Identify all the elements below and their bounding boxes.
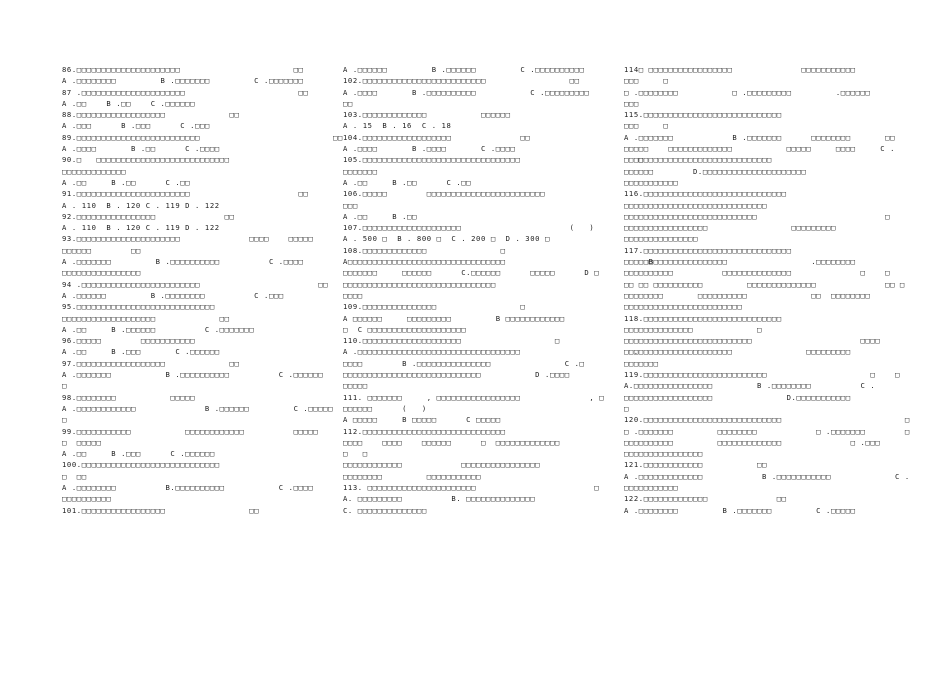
text-line: □□□□□□ □□ <box>62 245 141 255</box>
text-line: □□□□□□□□□□□□□□□ <box>624 234 698 244</box>
text-line: 118.□□□□□□□□□□□□□□□□□□□□□□□□□□□□ <box>624 313 782 323</box>
text-line: □□□□□□□ <box>624 358 659 368</box>
text-line: □□□□□□□□□□□□□□□□□□□□□□□□ <box>624 302 743 312</box>
text-line: □□□□ B .□□□□□□□□□□□□□□□ C .□ <box>343 358 585 368</box>
text-line: □□□□□□□□□□□□□□□□□□□□□ .□□□□□□□□ <box>624 257 856 267</box>
text-line: □□□□□□ D.□□□□□□□□□□□□□□□□□□□□□ <box>624 166 807 176</box>
text-line: □ <box>62 381 67 391</box>
text-line: A.□□□□□□□□□□□□□□□□ B .□□□□□□□□ C . <box>624 381 876 391</box>
text-line: □□□□□□□□□□□ <box>624 482 679 492</box>
text-line: A . 15 B . 16 C . 18 <box>343 121 452 131</box>
text-line: □□□□□ □□□□□□□□□□□□□ □□□□□ □□□□ C . <box>624 144 895 154</box>
text-line: □□□□□□□ □□□□□□ C.□□□□□□ □□□□□ D □ <box>343 268 600 278</box>
text-line: A .□□ B .□□ C .□□ <box>62 177 191 187</box>
text-line: □□□□□□□□□□□ <box>624 177 679 187</box>
text-line: □□□□□□□□□□□□□□□□□□□□□□□□□□□□□□□ <box>343 279 496 289</box>
text-line: 92.□□□□□□□□□□□□□□□□ □□ <box>62 211 235 221</box>
text-line: A .□□ B .□□□ C .□□□□□□ <box>62 347 220 357</box>
text-line: A . 110 B . 120 C . 119 D . 122 <box>62 223 220 233</box>
text-line: □ □□□□□ <box>62 437 102 447</box>
text-line: □□ □□ □□□□□□□□□□ □□□□□□□□□□□□□□ □□ □ <box>624 279 905 289</box>
text-line: 106.□□□□□ □□□□□□□□□□□□□□□□□□□□□□□□ <box>343 189 546 199</box>
text-line: 105.□□□□□□□□□□□□□□□□□□□□□□□□□□□□□□□□ □ <box>343 155 644 165</box>
text-line: □□□□ <box>343 290 363 300</box>
text-line: 102.□□□□□□□□□□□□□□□□□□□□□□□□□ □□ <box>343 76 580 86</box>
text-line: □□□□□□□□□□□□□□□□□□ D.□□□□□□□□□□□ <box>624 392 851 402</box>
text-line: A .□□ B .□□ C .□□ <box>343 177 472 187</box>
text-line: 117.□□□□□□□□□□□□□□□□□□□□□□□□□□□□□□ <box>624 245 792 255</box>
text-line: □ <box>624 403 629 413</box>
text-line: □□□□□□□□□□□□□□□□□□□□□□□□□□□□ D .□□□□ <box>343 370 570 380</box>
text-line: □ C □□□□□□□□□□□□□□□□□□□□ <box>343 324 467 334</box>
text-line: □□□□□□□□□□□□□□□□□□□□□□□□□□ □□□□ <box>624 336 881 346</box>
text-line: 107.□□□□□□□□□□□□□□□□□□□□ ( ) <box>343 223 595 233</box>
text-line: A .□□□□ B .□□ C .□□□□ <box>62 144 220 154</box>
text-line: A□□□□□□□□□□□□□□□□□□□□□□□□□□□□□□□□ B <box>343 257 654 267</box>
text-line: □□□□□□□□□□ □□□□□□□□□□□□□ □ .□□□ <box>624 437 881 447</box>
text-line: 95.□□□□□□□□□□□□□□□□□□□□□□□□□□□□ <box>62 302 215 312</box>
text-line: 100.□□□□□□□□□□□□□□□□□□□□□□□□□□□□ <box>62 460 220 470</box>
text-line: 111. □□□□□□□ , □□□□□□□□□□□□□□□□□ , □ <box>343 392 605 402</box>
text-line: A .□□ B .□□ <box>343 211 417 221</box>
text-line: □□□□□□□□□□ <box>62 494 112 504</box>
text-line: 99.□□□□□□□□□□□ □□□□□□□□□□□□ □□□□□ <box>62 426 319 436</box>
text-line: 114□ □□□□□□□□□□□□□□□□□ □□□□□□□□□□□ <box>624 65 856 74</box>
text-line: □□□□□□□□□□□□□□□□□□□□□□ □□□□□□□□□ <box>624 347 851 357</box>
text-line: 116.□□□□□□□□□□□□□□□□□□□□□□□□□□□□□ <box>624 189 787 199</box>
text-line: A. □□□□□□□□□ B. □□□□□□□□□□□□□□ <box>343 494 536 504</box>
text-line: □□□□□ <box>343 381 368 391</box>
text-line: 101.□□□□□□□□□□□□□□□□□ □□ <box>62 505 260 515</box>
text-line: □□ <box>343 98 353 108</box>
text-line: 87 .□□□□□□□□□□□□□□□□□□□□□ □□ <box>62 87 309 97</box>
text-line: A .□□□□□□□□ B .□□□□□□□ C .□□□□□□□ <box>62 76 304 86</box>
text-line: □□□□□□□□□□ □□□□□□□□□□□□□□ □ □ <box>624 268 891 278</box>
text-line: 122.□□□□□□□□□□□□□ □□ <box>624 494 787 504</box>
text-line: □□□□□□□ <box>343 166 378 176</box>
text-line: 86.□□□□□□□□□□□□□□□□□□□□□ □□ <box>62 65 304 74</box>
text-line: □□□ □ <box>624 121 669 131</box>
text-line: 120.□□□□□□□□□□□□□□□□□□□□□□□□□□□□ □ <box>624 415 910 425</box>
text-line: 110.□□□□□□□□□□□□□□□□□□□□ □ <box>343 336 560 346</box>
text-line: 90.□ □□□□□□□□□□□□□□□□□□□□□□□□□□□ <box>62 155 230 165</box>
text-line: 89.□□□□□□□□□□□□□□□□□□□□□□□□□ □□ <box>62 132 343 142</box>
text-line: 91.□□□□□□□□□□□□□□□□□□□□□□□ □□ <box>62 189 309 199</box>
text-line: A .□□□□□□□ B .□□□□□□□ □□□□□□□□ □□ <box>624 132 895 142</box>
text-line: □□□□□□□□□□□□ □□□□□□□□□□□□□□□□ <box>343 460 541 470</box>
text-line: A .□□□□□□ B .□□□□□□□□ C .□□□ <box>62 290 284 300</box>
text-line: C. □□□□□□□□□□□□□□ <box>343 505 427 515</box>
text-line: 94 .□□□□□□□□□□□□□□□□□□□□□□□□ □□ <box>62 279 329 289</box>
text-line: □□□□□□□□□□□□□□□□□□□□□□□□□□□□□ <box>624 200 767 210</box>
text-line: A .□□ B .□□□ C .□□□□□□ <box>62 449 215 459</box>
text-line: 108.□□□□□□□□□□□□□ □ <box>343 245 506 255</box>
text-line: □ □ <box>343 449 368 459</box>
text-line: A .□□□□□□□ B .□□□□□□□□□□ C .□□□□ <box>62 257 304 267</box>
text-line: 104.□□□□□□□□□□□□□□□□□□ □□ <box>343 132 531 142</box>
text-line: □□□ □ <box>624 76 669 86</box>
text-line: A .□□□□□□ B .□□□□□□ C .□□□□□□□□□□ <box>343 65 585 74</box>
text-line: A .□□□□□□□□□□□□□□□□□□□□□□□□□□□□□□□□□ . <box>343 347 639 357</box>
text-line: A . 110 B . 120 C . 119 D . 122 <box>62 200 220 210</box>
text-line: 115.□□□□□□□□□□□□□□□□□□□□□□□□□□□□ <box>624 110 782 120</box>
text-line: □□□□□□□□□□□□□□ □ <box>624 324 762 334</box>
text-line: □ .□□□□□□□□ □ .□□□□□□□□□ .□□□□□□ <box>624 87 871 97</box>
text-line: □ .□□□□□□□ □□□□□□□□ □ .□□□□□□□ □ <box>624 426 910 436</box>
text-line: 119.□□□□□□□□□□□□□□□□□□□□□□□□□ □ □ <box>624 370 900 380</box>
text-line: 98.□□□□□□□□ □□□□□ <box>62 392 196 402</box>
text-line: 96.□□□□□ □□□□□□□□□□□ <box>62 336 196 346</box>
text-line: A .□□□□□□□□□□□□□ B .□□□□□□□□□□□ C . <box>624 471 910 481</box>
text-line: □ □□ <box>62 471 87 481</box>
text-line: A . 500 □ B . 800 □ C . 200 □ D . 300 □ <box>343 234 550 244</box>
text-column-1 <box>62 64 343 516</box>
text-line: □□□□□□□□ □□□□□□□□□□□ <box>343 471 481 481</box>
text-line: □□□ <box>343 200 358 210</box>
text-line: 88.□□□□□□□□□□□□□□□□□□ □□ <box>62 110 240 120</box>
text-line: A .□□ B .□□ C .□□□□□□ <box>62 98 196 108</box>
text-line: □□□□□□□□□□□□□□□□□□□ □□ <box>62 313 230 323</box>
text-line: A .□□□□□□□□□□□□ B .□□□□□□ C .□□□□□ <box>62 403 333 413</box>
text-line: A □□□□□□ □□□□□□□□□ B □□□□□□□□□□□□ <box>343 313 565 323</box>
text-line: 93.□□□□□□□□□□□□□□□□□□□□□ □□□□ □□□□□ <box>62 234 314 244</box>
text-line: 121.□□□□□□□□□□□□ □□ <box>624 460 767 470</box>
text-line: A .□□□□□□□ B .□□□□□□□□□□ C .□□□□□□ <box>62 370 324 380</box>
text-line: □□□□□□□□□□□□□□□□□ □□□□□□□□□ <box>624 223 836 233</box>
text-line: 97.□□□□□□□□□□□□□□□□□□ □□ <box>62 358 240 368</box>
text-line: 109.□□□□□□□□□□□□□□□ □ <box>343 302 526 312</box>
text-line: □□□□□□ ( ) <box>343 403 427 413</box>
text-line: 113. □□□□□□□□□□□□□□□□□□□□□□ □ <box>343 482 600 492</box>
text-line: A .□□□□□□□□ B .□□□□□□□ C .□□□□□ <box>624 505 856 515</box>
text-line: □□□□□□□□□□□□□ <box>62 166 127 176</box>
text-line: □□□□□□□□ □□□□□□□□□□ □□ □□□□□□□□ <box>624 290 871 300</box>
text-line: A .□□□□ B .□□□□□□□□□□ C .□□□□□□□□□ <box>343 87 590 97</box>
text-line: □□□□□□□□□□□□□□□□ <box>624 449 703 459</box>
text-line: □□□ <box>624 98 639 108</box>
text-line: A .□□□ B .□□□ C .□□□ <box>62 121 210 131</box>
text-line: □□□□ □□□□ □□□□□□ □ □□□□□□□□□□□□□ <box>343 437 560 447</box>
text-line: A .□□□□□□□□ B.□□□□□□□□□□ C .□□□□ <box>62 482 314 492</box>
text-line: 103.□□□□□□□□□□□□□ □□□□□□ <box>343 110 511 120</box>
text-line: A .□□□□ B .□□□□ C .□□□□ <box>343 144 516 154</box>
text-line: □□□□□□□□□□□□□□□□□□□□□□□□□□□□□□ <box>624 155 772 165</box>
text-line: A .□□ B .□□□□□□ C .□□□□□□□ <box>62 324 255 334</box>
text-column-2 <box>343 64 654 516</box>
text-column-3 <box>624 64 910 516</box>
text-line: A □□□□□ B □□□□□ C □□□□□ <box>343 415 501 425</box>
text-line: □□□□□□□□□□□□□□□□ <box>62 268 141 278</box>
text-line: □ <box>62 415 67 425</box>
text-line: 112.□□□□□□□□□□□□□□□□□□□□□□□□□□□□□ <box>343 426 506 436</box>
text-line: □□□□□□□□□□□□□□□□□□□□□□□□□□□ □ <box>624 211 891 221</box>
